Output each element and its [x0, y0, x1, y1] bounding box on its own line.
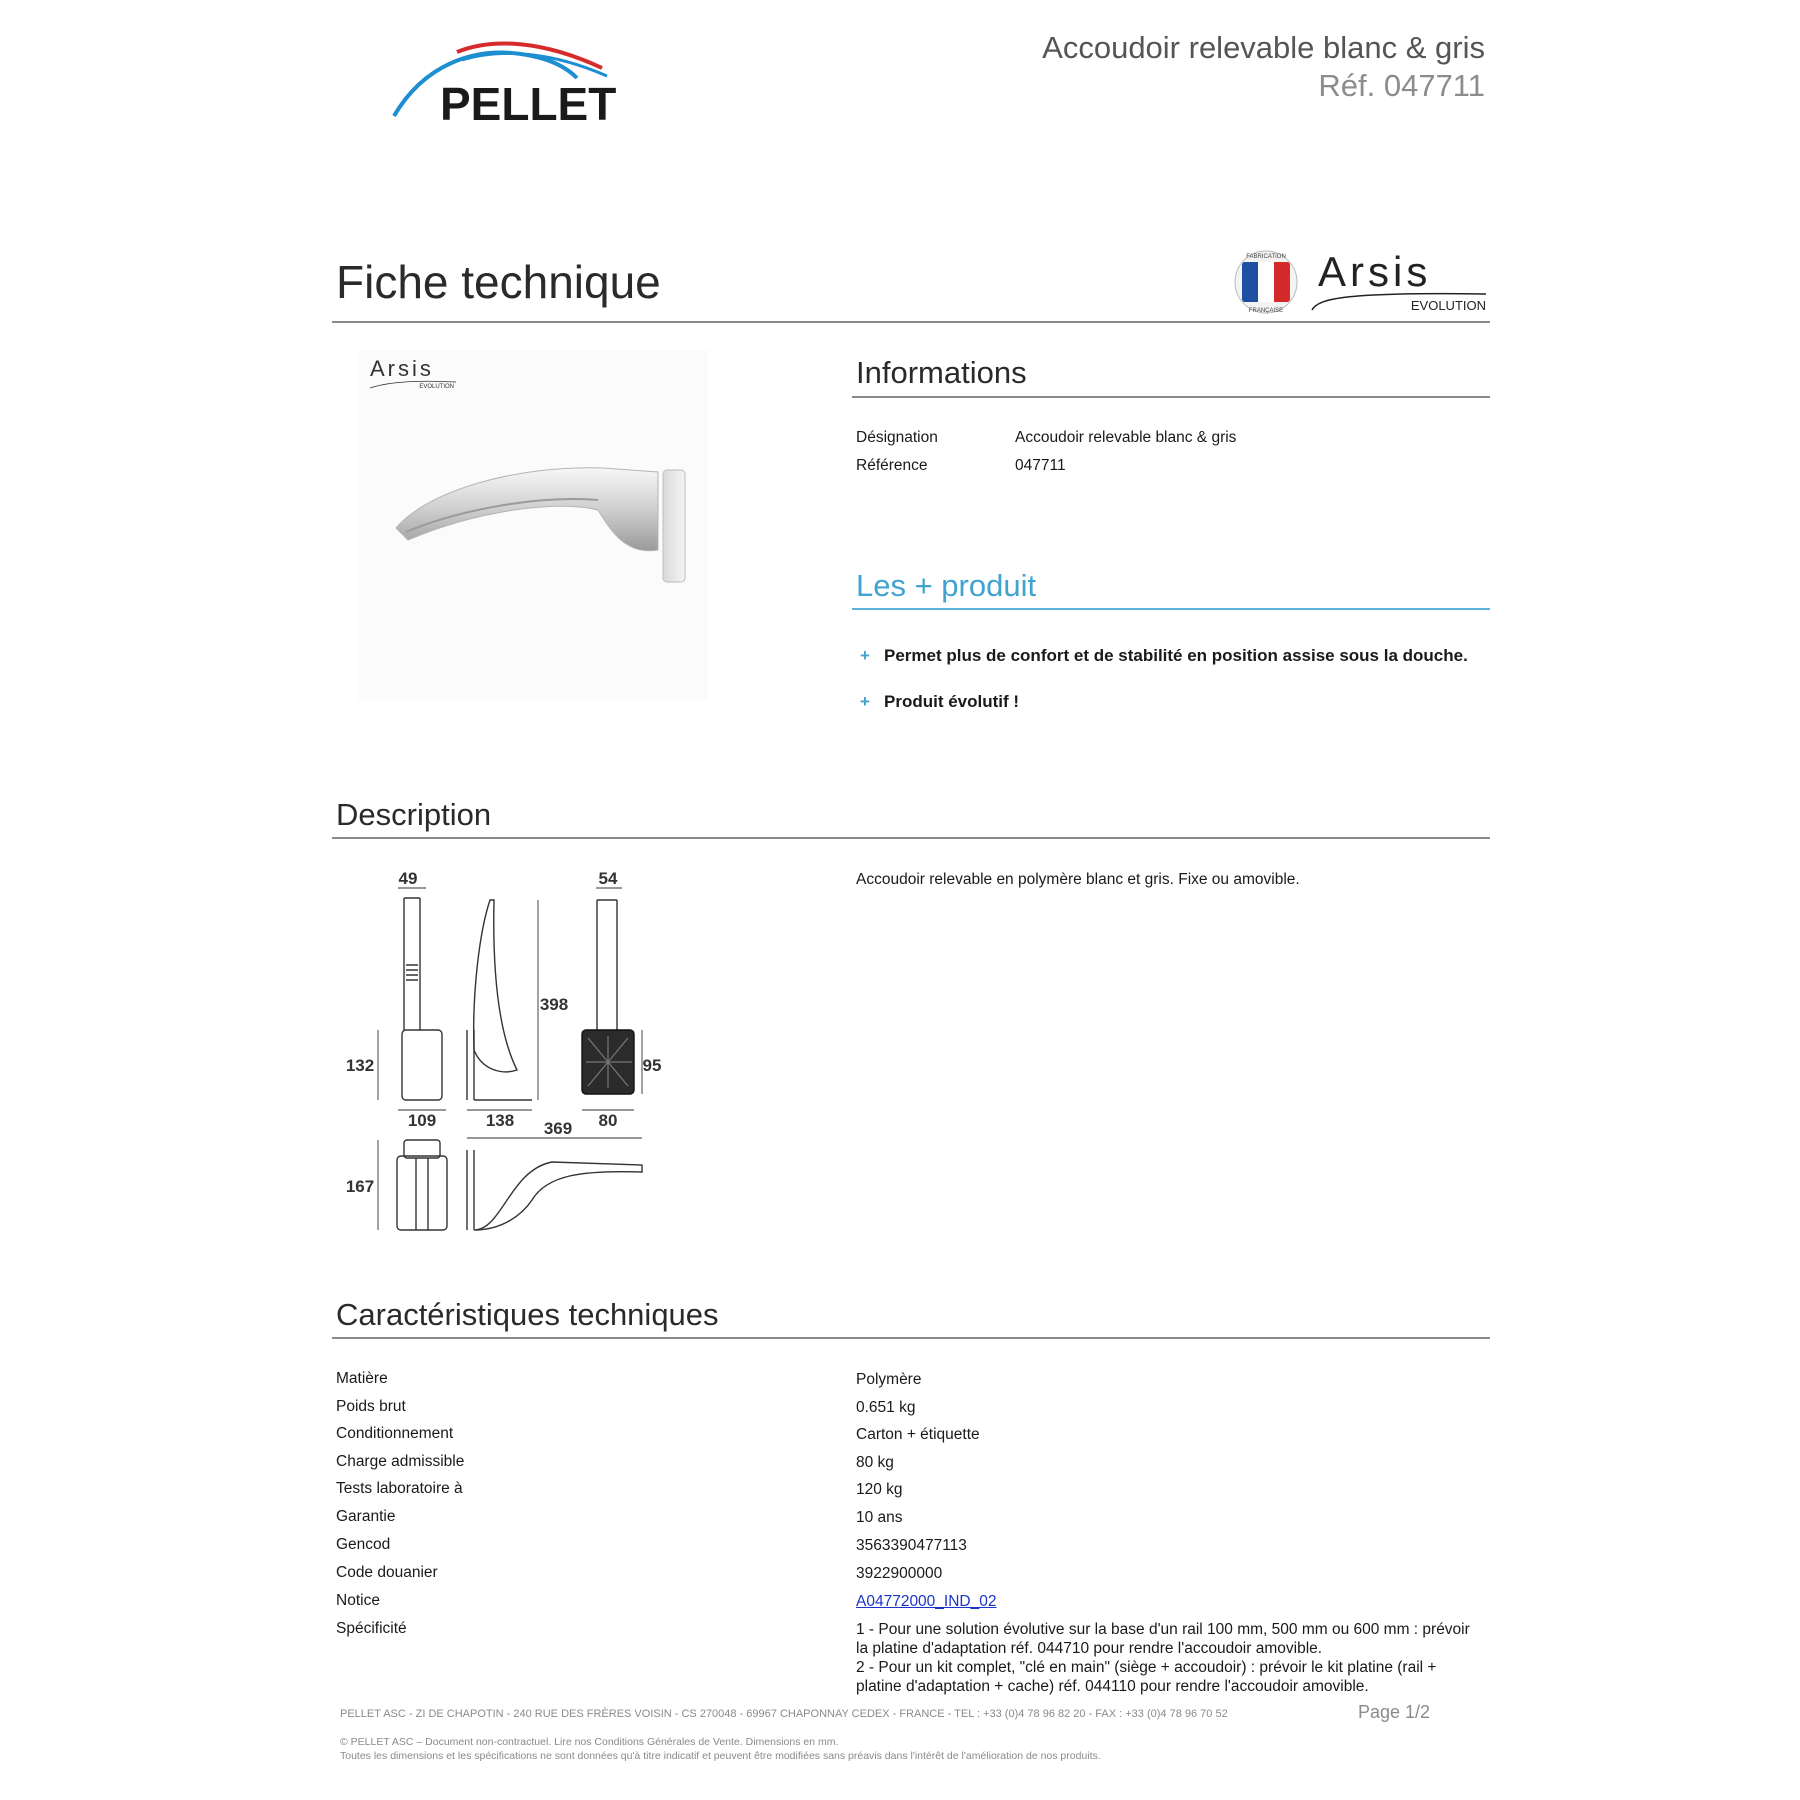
footer-copyright: © PELLET ASC – Document non-contractuel. Lire nos Conditions Générales de Vente. Dimensions en mm. [340, 1736, 839, 1748]
informations-title: Informations [856, 355, 1027, 390]
tech-value: Polymère [856, 1371, 922, 1388]
dim-label: 369 [543, 1119, 573, 1138]
page-number: Page 1/2 [1358, 1702, 1431, 1722]
notice-link[interactable]: A04772000_IND_02 [856, 1593, 997, 1610]
tech-value: 10 ans [856, 1509, 903, 1526]
description-text: Accoudoir relevable en polymère blanc et gris. Fixe ou amovible. [856, 871, 1300, 888]
tech-label: Conditionnement [336, 1425, 454, 1442]
product-image-evolution-mark: EVOLUTION [419, 384, 454, 390]
dim-label: 80 [598, 1111, 618, 1130]
dim-label: 398 [539, 995, 569, 1014]
tech-label: Spécificité [336, 1620, 407, 1637]
info-row [856, 429, 1456, 449]
dimension-drawing [342, 870, 662, 1240]
tech-label: Notice [336, 1592, 380, 1609]
badge-top-text: FABRICATION [1246, 254, 1286, 260]
plus-item-text: Permet plus de confort et de stabilité en position assise sous la douche. [884, 646, 1468, 665]
dim-label: 109 [407, 1111, 437, 1130]
tech-label: Matière [336, 1370, 388, 1387]
tech-label: Tests laboratoire à [336, 1480, 463, 1497]
info-label: Référence [856, 457, 928, 474]
info-value: Accoudoir relevable blanc & gris [1015, 429, 1237, 446]
info-value: 047711 [1015, 457, 1066, 474]
plus-item-text: Produit évolutif ! [884, 692, 1020, 711]
dim-label: 167 [345, 1177, 375, 1196]
tech-label: Gencod [336, 1536, 391, 1553]
spec-line: 1 - Pour une solution évolutive sur la base d'un rail 100 mm, 500 mm ou 600 mm : prévoir la platine d'adaptation réf. 044710 pour rendre l'accoudoir amovible. [856, 1621, 1470, 1657]
arsis-brand-text: Arsis [1318, 248, 1432, 295]
dim-label: 49 [398, 870, 418, 888]
plus-icon: + [860, 646, 870, 665]
informations-rule [852, 396, 1490, 398]
footer-address: PELLET ASC - ZI DE CHAPOTIN - 240 RUE DES FRÈRES VOISIN - CS 270048 - 69967 CHAPONNAY CEDEX - FRANCE - TEL : +33 (0)4 78 96 82 20 - FAX : +33 (0)4 78 96 70 52 [340, 1708, 1228, 1720]
tech-value-specificite [856, 1620, 1486, 1696]
header-reference: Réf. 047711 [1318, 68, 1485, 103]
caracteristiques-title: Caractéristiques techniques [336, 1297, 719, 1332]
page-title: Fiche technique [336, 256, 661, 308]
tech-value: 80 kg [856, 1454, 894, 1471]
tech-label: Garantie [336, 1508, 396, 1525]
plus-item [860, 646, 1468, 666]
tech-value: 3563390477113 [856, 1537, 967, 1554]
pellet-logo-text: PELLET [440, 78, 617, 128]
description-title: Description [336, 797, 492, 832]
info-label: Désignation [856, 429, 938, 446]
footer-disclaimer: Toutes les dimensions et les spécifications ne sont données qu'à titre indicatif et peuvent être modifiées sans préavis dans l'intérêt de l'amélioration de nos produits. [340, 1750, 1101, 1762]
dim-label: 132 [345, 1056, 375, 1075]
product-image [358, 350, 708, 700]
tech-value: 120 kg [856, 1481, 903, 1498]
french-flag-icon [1242, 262, 1290, 302]
description-rule [332, 837, 1490, 839]
dim-label: 95 [642, 1056, 662, 1075]
info-row [856, 457, 1456, 477]
tech-value: 3922900000 [856, 1565, 943, 1582]
pellet-logo [392, 38, 652, 128]
product-image-arsis-mark: Arsis [370, 356, 434, 381]
tech-value: Carton + étiquette [856, 1426, 980, 1443]
spec-line: 2 - Pour un kit complet, "clé en main" (siège + accoudoir) : prévoir le kit platine (rail + platine d'adaptation + cache) réf. 044110 pour rendre l'accoudoir amovible. [856, 1659, 1437, 1695]
tech-label: Code douanier [336, 1564, 438, 1581]
plus-produit-title: Les + produit [856, 568, 1037, 603]
plus-icon: + [860, 692, 870, 711]
badge-bottom-text: FRANÇAISE [1248, 308, 1284, 314]
dim-label: 138 [485, 1111, 515, 1130]
tech-value: 0.651 kg [856, 1399, 916, 1416]
title-rule [332, 321, 1490, 323]
caracteristiques-rule [332, 1337, 1490, 1339]
tech-label: Poids brut [336, 1398, 406, 1415]
dim-label: 54 [598, 870, 618, 888]
header-product-title: Accoudoir relevable blanc & gris [1042, 30, 1485, 65]
plus-item [860, 692, 1019, 712]
arsis-logo [1228, 248, 1490, 316]
arsis-tagline-text: EVOLUTION [1410, 298, 1486, 313]
plus-produit-rule [852, 608, 1490, 610]
tech-label: Charge admissible [336, 1453, 465, 1470]
